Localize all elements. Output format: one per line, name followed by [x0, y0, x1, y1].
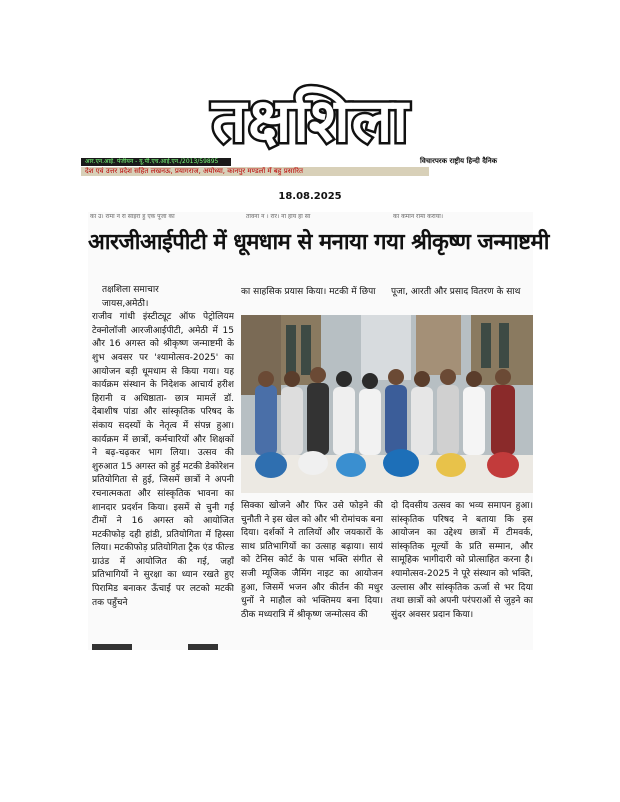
article-column-1 [92, 284, 234, 650]
newspaper-clipping [88, 212, 549, 650]
cutoff-mark-1 [92, 644, 132, 650]
article-body-col1: राजीव गांधी इंस्टीट्यूट ऑफ पेट्रोलियम टेक्नोलॉजी आरजीआईपीटी, अमेठी में 15 और 16 अगस्त को श्रीकृष्ण जन्माष्टमी के शुभ अवसर पर 'श्यामोत्सव-2025' का आयोजन बड़ी धूमधाम से किया गया। यह कार्यक्रम संस्थान के निदेशक आचार्य हरीश हिरानी व अधिष्ठाता- छात्र मामलें डॉ. देबाशीष पांडा और सांस्कृतिक परिषद के संकाय सदस्यों के नेतृत्व में संपन्न हुआ। कार्यक्रम में छात्रों, कर्मचारियों और शिक्षकों ने बढ़-चढ़कर भाग लिया। उत्सव की शुरुआत 15 अगस्त को हुई मटकी डेकोरेशन प्रतियोगिता से हुई, जिसमें छात्रों ने अपनी रचनात्मकता और सांस्कृतिक भावना का शानदार प्रदर्शन किया। इसमें से चुनी गई टीमों ने 16 अगस्त को आयोजित मटकीफोड़ दही हांडी, प्रतियोगिता में हिस्सा लिया। मटकीफोड़ प्रतियोगिता ट्रैक एंड फील्ड ग्राउंड में आयोजित की गई, जहाँ प्रतिभागियों ने सुरक्षा का ध्यान रखते हुए पिरामिड बनाकर ऊँचाई पर लटको मटकी तक पहुँचने [92, 312, 234, 608]
cutoff-mark-2 [188, 644, 218, 650]
masthead-tagline: विचारपरक राष्ट्रीय हिन्दी दैनिक [420, 157, 498, 165]
cutoff-text-3: का कमान रामा कराया। [393, 213, 444, 220]
cutoff-text-1: का उ। रामा न रा साइरा हु एक पूजा का [90, 213, 175, 220]
article-column-3-bottom: दो दिवसीय उत्सव का भव्य समापन हुआ। सांस्कृतिक परिषद ने बताया कि इस आयोजन का उद्देश्य छात्रों में टीमवर्क, सांस्कृतिक मूल्यों के प्रति सम्मान, और सामूहिक भागीदारी को प्रोत्साहित करना है। श्यामोत्सव-2025 ने पूरे संस्थान को भक्ति, उल्लास और सांस्कृतिक ऊर्जा से भर दिया तथा छात्रों को अपनी परंपराओं से जुड़ने का सुंदर अवसर प्रदान किया। [391, 501, 533, 620]
article-column-2-bottom: सिक्का खोजने और फिर उसे फोड़ने की चुनौती ने इस खेल को और भी रोमांचक बना दिया। दर्शकों ने तालियों और जयकारों के साथ प्रतिभागियों का उत्साह बढ़ाया। सायं को टेनिस कोर्ट के पास भक्ति संगीत से सजी म्यूजिक जैमिंग नाइट का आयोजन हुआ, जिसमें भजन और कीर्तन की मधुर धुनों ने माहौल को भक्तिमय बना दिया। ठीक मध्यरात्रि में श्रीकृष्ण जन्मोत्सव की [241, 501, 383, 620]
article-headline: आरजीआईपीटी में धूमधाम से मनाया गया श्रीकृष्ण जन्माष्टमी [88, 230, 549, 255]
dateline: जायस,अमेठी। [102, 298, 149, 309]
event-photo [241, 315, 533, 493]
coverage-line: देश एवं उत्तर प्रदेश सहित लखनऊ, प्रयागराज, अयोध्या, कानपुर मण्डलों में बहु प्रसारित [81, 167, 429, 176]
cutoff-text-2: तावना न । रार। ना हाय हा सा [246, 213, 311, 220]
clipping-date: 18.08.2025 [278, 191, 342, 202]
masthead-title: तक्षशिला [212, 86, 410, 156]
masthead [94, 88, 528, 154]
article-column-2-top: का साहसिक प्रयास किया। मटकी में छिपा [241, 287, 376, 297]
byline: तक्षशिला समाचार [102, 285, 159, 295]
registration-line: आर.एन.आई. पंजीयन - यू.पी.एच.आई.एन./2013/59895 [81, 158, 231, 166]
article-column-3-top: पूजा, आरती और प्रसाद वितरण के साथ [391, 287, 521, 297]
